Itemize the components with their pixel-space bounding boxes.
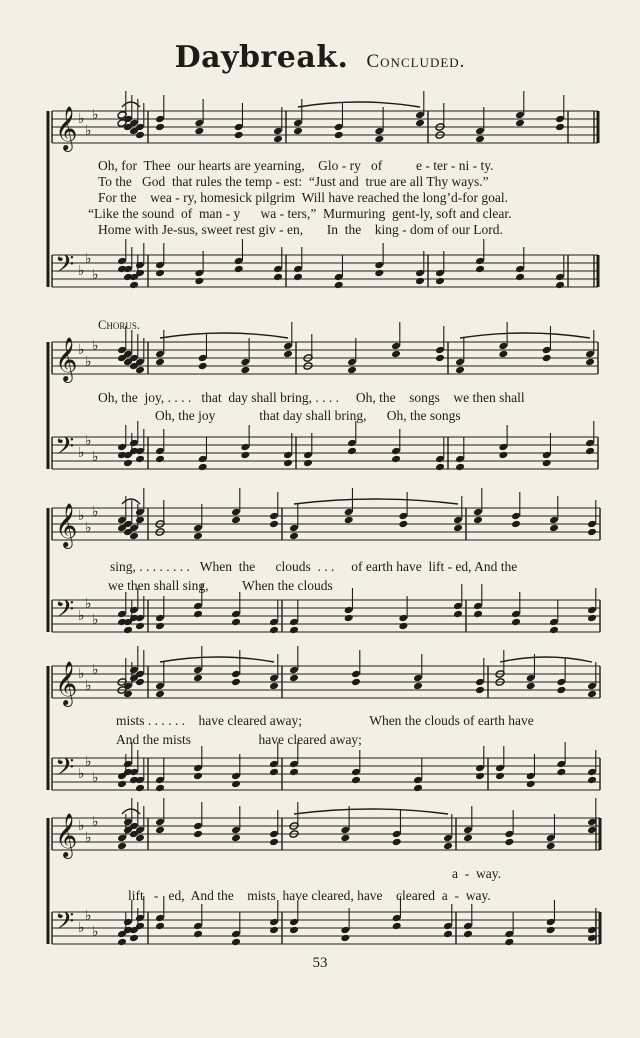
treble-clef-icon: 𝄞 [55, 106, 78, 150]
note-head [334, 281, 344, 290]
chorus-line-1-soprano: Oh, the joy, . . . . that day shall bring, . . . . Oh, the songs we then shall [98, 390, 525, 405]
note-head [117, 938, 127, 947]
chorus-line-1-bass: Oh, the joy that day shall bring, Oh, the songs [155, 408, 461, 423]
chorus-line-4-bass: lift - ed, And the mists have cleared, have cleared a - way. [128, 888, 491, 903]
note-head [193, 532, 203, 541]
note-head [198, 362, 208, 371]
note-head [135, 784, 145, 793]
note-head [546, 842, 556, 851]
note-head [240, 366, 250, 375]
flat-sign-icon: ♭ [78, 920, 85, 936]
note-head [556, 768, 566, 777]
note-head [515, 273, 525, 282]
note-head [123, 459, 133, 468]
note-head [155, 922, 165, 931]
flat-sign-icon: ♭ [85, 754, 92, 770]
note-head [269, 626, 279, 635]
flat-sign-icon: ♭ [92, 924, 99, 940]
flat-sign-icon: ♭ [85, 251, 92, 267]
slur-tie [160, 333, 288, 338]
hymn-title: Daybreak. [174, 40, 349, 75]
note-head [498, 350, 508, 359]
chorus-line-3-soprano: mists . . . . . . have cleared away; When the clouds of earth have [116, 713, 534, 728]
note-head [194, 127, 204, 136]
note-head [198, 463, 208, 472]
slur-tie [500, 657, 592, 662]
note-head [415, 119, 425, 128]
note-head [231, 678, 241, 687]
treble-clef-icon: 𝄞 [55, 337, 78, 381]
note-head [455, 463, 465, 472]
verse-4: “Like the sound of man - y wa - ters,” Murmuring gent-ly, soft and clear. [88, 206, 512, 221]
chorus-label: Chorus. [98, 318, 140, 332]
note-head [193, 610, 203, 619]
note-head [289, 674, 299, 683]
note-head [398, 520, 408, 529]
note-head [351, 776, 361, 785]
note-head [193, 772, 203, 781]
note-head [231, 938, 241, 947]
note-head [155, 622, 165, 631]
chorus-line-2-soprano: sing, . . . . . . . . When the clouds . . . of earth have lift - ed, And the [110, 559, 518, 574]
bass-clef-icon: 𝄢 [55, 250, 75, 285]
note-head [289, 532, 299, 541]
note-head [123, 626, 133, 635]
verse-5: Home with Je-sus, sweet rest giv - en, In the king - dom of our Lord. [98, 222, 503, 237]
chorus-line-4-soprano: a - way. [452, 866, 501, 881]
note-head [463, 930, 473, 939]
note-head [135, 516, 145, 525]
flat-sign-icon: ♭ [85, 830, 92, 846]
note-head [463, 834, 473, 843]
note-head [435, 277, 445, 286]
note-head [231, 780, 241, 789]
flat-sign-icon: ♭ [85, 908, 92, 924]
note-head [293, 127, 303, 136]
bass-clef-icon: 𝄢 [55, 753, 75, 788]
bass-clef-icon: 𝄢 [55, 432, 75, 467]
verse-2: To the God that rules the temp - est: “Just and true are all Thy ways.” [98, 174, 489, 189]
note-head [475, 686, 485, 695]
note-head [155, 826, 165, 835]
flat-sign-icon: ♭ [78, 666, 85, 682]
note-head [283, 459, 293, 468]
note-head [587, 614, 597, 623]
note-head [340, 834, 350, 843]
flat-sign-icon: ♭ [78, 608, 85, 624]
note-head [511, 520, 521, 529]
note-head [526, 682, 536, 691]
note-head [234, 265, 244, 274]
flat-sign-icon: ♭ [92, 814, 99, 830]
note-head [135, 622, 145, 631]
note-head [455, 366, 465, 375]
slur-tie [294, 499, 458, 504]
note-head [398, 622, 408, 631]
note-head [340, 934, 350, 943]
note-head [293, 273, 303, 282]
note-head [515, 119, 525, 128]
chorus-line-3-bass: And the mists have cleared away; [116, 732, 362, 747]
note-head [129, 934, 139, 943]
treble-clef-icon: 𝄞 [55, 813, 78, 857]
note-head [413, 682, 423, 691]
note-head [289, 926, 299, 935]
note-head [269, 926, 279, 935]
note-head [475, 265, 485, 274]
note-head [475, 135, 485, 144]
flat-sign-icon: ♭ [92, 107, 99, 123]
note-head [392, 838, 402, 847]
note-head [273, 273, 283, 282]
note-head [303, 459, 313, 468]
page-number: 53 [312, 955, 328, 971]
note-head [129, 281, 139, 290]
note-head [289, 626, 299, 635]
note-head [542, 459, 552, 468]
note-head [391, 350, 401, 359]
note-head [392, 922, 402, 931]
note-head [435, 463, 445, 472]
flat-sign-icon: ♭ [78, 818, 85, 834]
note-head [453, 610, 463, 619]
treble-clef-icon: 𝄞 [55, 503, 78, 547]
note-head [269, 520, 279, 529]
note-head [234, 131, 244, 140]
note-head [473, 516, 483, 525]
note-head [347, 366, 357, 375]
note-head [344, 516, 354, 525]
flat-sign-icon: ♭ [78, 111, 85, 127]
note-head [231, 834, 241, 843]
note-head [374, 135, 384, 144]
note-head [269, 682, 279, 691]
flat-sign-icon: ♭ [85, 433, 92, 449]
note-head [117, 842, 127, 851]
flat-sign-icon: ♭ [78, 766, 85, 782]
note-head [498, 451, 508, 460]
note-head [504, 838, 514, 847]
note-head [555, 123, 565, 132]
note-head [155, 123, 165, 132]
flat-sign-icon: ♭ [92, 662, 99, 678]
flat-sign-icon: ♭ [92, 449, 99, 465]
slur-tie [122, 499, 140, 504]
note-head [193, 674, 203, 683]
verse-3: For the wea - ry, homesick pilgrim Will have reached the long’d-for goal. [98, 190, 508, 205]
note-head [374, 269, 384, 278]
verse-1: Oh, for Thee our hearts are yearning, Glo - ry of e - ter - ni - ty. [98, 158, 494, 173]
note-head [585, 358, 595, 367]
flat-sign-icon: ♭ [92, 770, 99, 786]
note-head [123, 690, 133, 699]
note-head [117, 780, 127, 789]
note-head [155, 784, 165, 793]
note-head [240, 451, 250, 460]
note-head [155, 690, 165, 699]
note-head [587, 528, 597, 537]
note-head [475, 772, 485, 781]
flat-sign-icon: ♭ [85, 354, 92, 370]
note-head [344, 614, 354, 623]
flat-sign-icon: ♭ [92, 338, 99, 354]
note-head [435, 354, 445, 363]
hymn-subtitle: Concluded. [366, 51, 466, 72]
slur-tie [460, 333, 590, 338]
flat-sign-icon: ♭ [85, 678, 92, 694]
note-head [443, 930, 453, 939]
slur-tie [298, 102, 420, 107]
note-head [473, 610, 483, 619]
note-head [555, 281, 565, 290]
flat-sign-icon: ♭ [92, 612, 99, 628]
note-head [269, 768, 279, 777]
note-head [549, 524, 559, 533]
note-head [269, 838, 279, 847]
flat-sign-icon: ♭ [78, 342, 85, 358]
flat-sign-icon: ♭ [85, 520, 92, 536]
note-head [193, 930, 203, 939]
note-head [587, 690, 597, 699]
note-head [194, 277, 204, 286]
flat-sign-icon: ♭ [92, 267, 99, 283]
note-head [511, 618, 521, 627]
note-head [391, 455, 401, 464]
chorus-line-2-bass: we then shall sing, When the clouds [108, 578, 333, 593]
treble-clef-icon: 𝄞 [55, 661, 78, 705]
note-head [155, 455, 165, 464]
note-head [556, 686, 566, 695]
note-head [526, 780, 536, 789]
bass-clef-icon: 𝄢 [55, 907, 75, 942]
flat-sign-icon: ♭ [92, 504, 99, 520]
flat-sign-icon: ♭ [78, 263, 85, 279]
flat-sign-icon: ♭ [85, 596, 92, 612]
note-head [443, 842, 453, 851]
note-head [546, 926, 556, 935]
note-head [587, 776, 597, 785]
slur-tie [294, 809, 448, 814]
note-head [351, 678, 361, 687]
note-head [155, 269, 165, 278]
note-head [231, 618, 241, 627]
note-head [413, 784, 423, 793]
flat-sign-icon: ♭ [78, 445, 85, 461]
flat-sign-icon: ♭ [85, 123, 92, 139]
note-head [347, 447, 357, 456]
note-head [283, 350, 293, 359]
note-head [193, 830, 203, 839]
slur-tie [160, 657, 274, 662]
note-head [453, 524, 463, 533]
note-head [231, 516, 241, 525]
note-head [415, 277, 425, 286]
note-head [542, 354, 552, 363]
note-head [495, 772, 505, 781]
note-head [334, 131, 344, 140]
note-head [549, 626, 559, 635]
note-head [155, 358, 165, 367]
note-head [273, 135, 283, 144]
bass-clef-icon: 𝄢 [55, 595, 75, 630]
note-head [504, 938, 514, 947]
note-head [135, 455, 145, 464]
note-head [585, 447, 595, 456]
flat-sign-icon: ♭ [78, 508, 85, 524]
note-head [289, 768, 299, 777]
